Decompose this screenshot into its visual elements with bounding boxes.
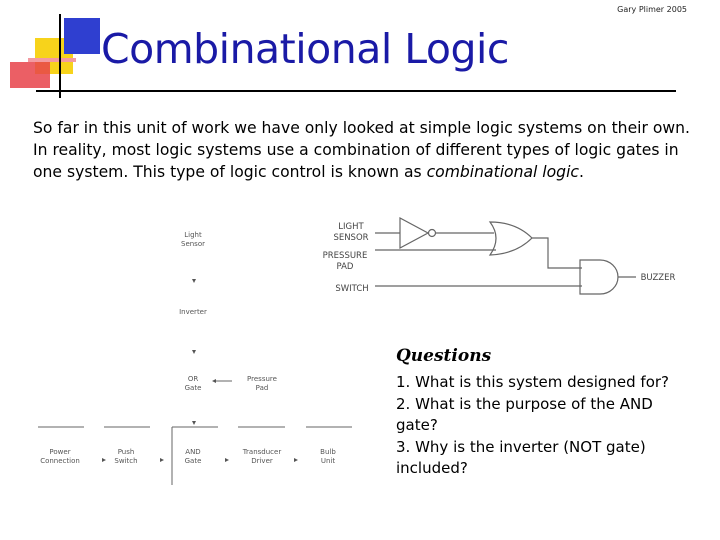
and-gate-body — [580, 260, 618, 294]
slide-title: Combinational Logic — [101, 25, 509, 73]
title-underline — [36, 90, 676, 92]
logo-blue-square — [64, 18, 100, 54]
arrow-inverter-or — [192, 350, 196, 354]
questions-list — [396, 372, 686, 480]
block-and-gate: AND Gate — [184, 448, 202, 465]
label-switch: SWITCH — [335, 284, 369, 294]
arrow-push-and — [160, 458, 164, 462]
logo-red-square — [10, 62, 50, 88]
arrow-and-driver — [225, 458, 229, 462]
logic-circuit — [375, 218, 636, 294]
label-pressure-pad: PRESSURE PAD — [322, 251, 368, 272]
block-bulb-unit: Bulb Unit — [320, 448, 336, 465]
block-power-connection: Power Connection — [40, 448, 80, 465]
wire-or-to-and — [532, 238, 582, 268]
or-gate-body — [490, 222, 532, 255]
label-buzzer: BUZZER — [640, 273, 676, 283]
block-or-gate: OR Gate — [184, 375, 202, 392]
not-gate-body — [400, 218, 428, 248]
question-3: 3. Why is the inverter (NOT gate) included? — [396, 437, 646, 477]
label-light-sensor: LIGHT SENSOR — [333, 222, 369, 243]
block-transducer-driver: Transducer Driver — [242, 448, 282, 465]
block-diagram — [38, 231, 352, 485]
not-gate-bubble — [429, 230, 436, 237]
intro-end: . — [578, 163, 584, 181]
question-2: 2. What is the purpose of the AND gate? — [396, 394, 653, 434]
block-push-switch: Push Switch — [114, 448, 138, 465]
arrow-or-and — [192, 421, 196, 425]
logo-red-band — [28, 58, 76, 62]
block-pressure-pad: Pressure Pad — [247, 375, 277, 392]
question-1: 1. What is this system designed for? — [396, 373, 670, 391]
block-light-sensor: Light Sensor — [181, 231, 205, 248]
block-inverter: Inverter — [179, 308, 207, 316]
arrow-sensor-inverter — [192, 279, 196, 283]
arrow-power-push — [102, 458, 106, 462]
questions-heading: Questions — [396, 346, 492, 366]
author-credit: Gary Plimer 2005 — [617, 5, 687, 14]
intro-emphasis: combinational logic — [426, 163, 579, 181]
intro-text: So far in this unit of work we have only looked at simple logic systems on their own. In reality, most logic systems use a combination of different types of logic gates in one system. This type of logic control is known as — [33, 119, 690, 181]
arrow-driver-bulb — [294, 458, 298, 462]
slide-logo — [0, 0, 110, 100]
questions-panel — [396, 346, 686, 480]
intro-paragraph — [33, 117, 693, 183]
arrow-pressure-or — [212, 379, 216, 383]
